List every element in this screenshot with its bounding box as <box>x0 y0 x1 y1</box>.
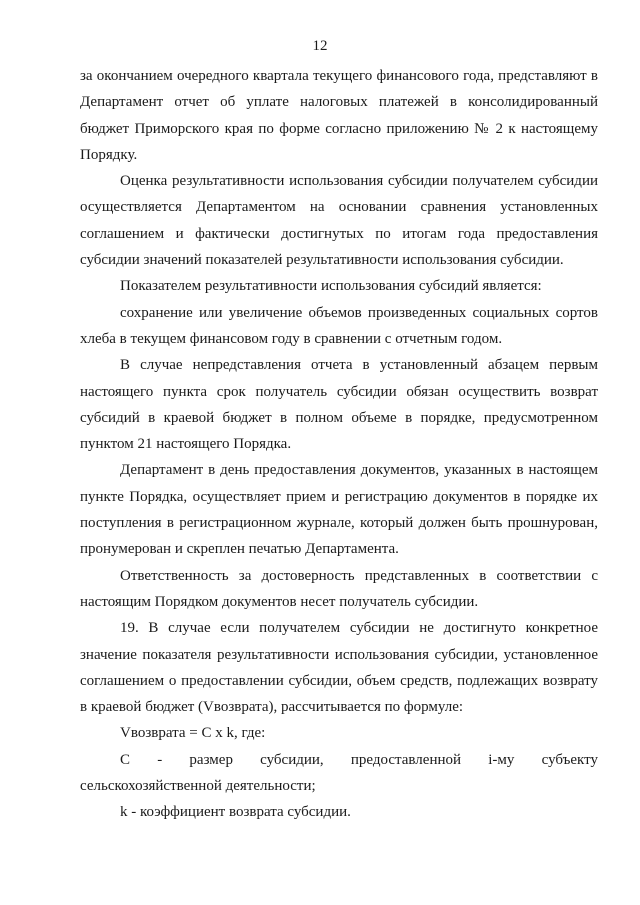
page-number: 12 <box>312 38 328 54</box>
paragraph-formula-k-definition: k - коэффициент возврата субсидии. <box>120 804 351 821</box>
paragraph-report-submission: за окончанием очередного квартала текущего финансового года, представляют в Департамент отчет об уплате налоговых платежей в консолидированный бюджет Приморского края по форме согласно приложению № 2 к настоящему Порядку. <box>80 68 598 163</box>
paragraph-refund-obligation: В случае непредставления отчета в установленный абзацем первым настоящего пункта срок получатель субсидии обязан осуществить возврат субсидий в краевой бюджет в полном объеме в порядке, предусмотренном пунктом 21 настоящего Порядка. <box>80 357 598 453</box>
paragraph-indicator-definition: сохранение или увеличение объемов произведенных социальных сортов хлеба в текущем финансовом году в сравнении с отчетным годом. <box>80 304 598 347</box>
paragraph-indicator-heading: Показателем результативности использования субсидий является: <box>120 278 542 295</box>
paragraph-clause-19: 19. В случае если получателем субсидии не достигнуто конкретное значение показателя результативности использования субсидии, установленное соглашением о предоставлении субсидии, объем средств, подлежащих возврату в краевой бюджет (Vвозврата), рассчитывается по формуле: <box>80 620 598 716</box>
document-body <box>80 63 598 826</box>
paragraph-formula-c-definition: С - размер субсидии, предоставленной i-му субъекту сельскохозяйственной деятельности; <box>80 751 598 795</box>
paragraph-effectiveness-evaluation: Оценка результативности использования субсидии получателем субсидии осуществляется Департаментом на основании сравнения установленных соглашением и фактически достигнутых по итогам года предоставления субсидии значений показателей результативности использования субсидии. <box>80 173 598 269</box>
paragraph-document-registration: Департамент в день предоставления документов, указанных в настоящем пункте Порядка, осуществляет прием и регистрацию документов в порядке их поступления в регистрационном журнале, который должен быть прошнурован, пронумерован и скреплен печатью Департамента. <box>80 462 598 558</box>
paragraph-responsibility: Ответственность за достоверность представленных в соответствии с настоящим Порядком документов несет получатель субсидии. <box>80 567 598 610</box>
paragraph-formula: Vвозврата = С x k, где: <box>120 725 266 742</box>
